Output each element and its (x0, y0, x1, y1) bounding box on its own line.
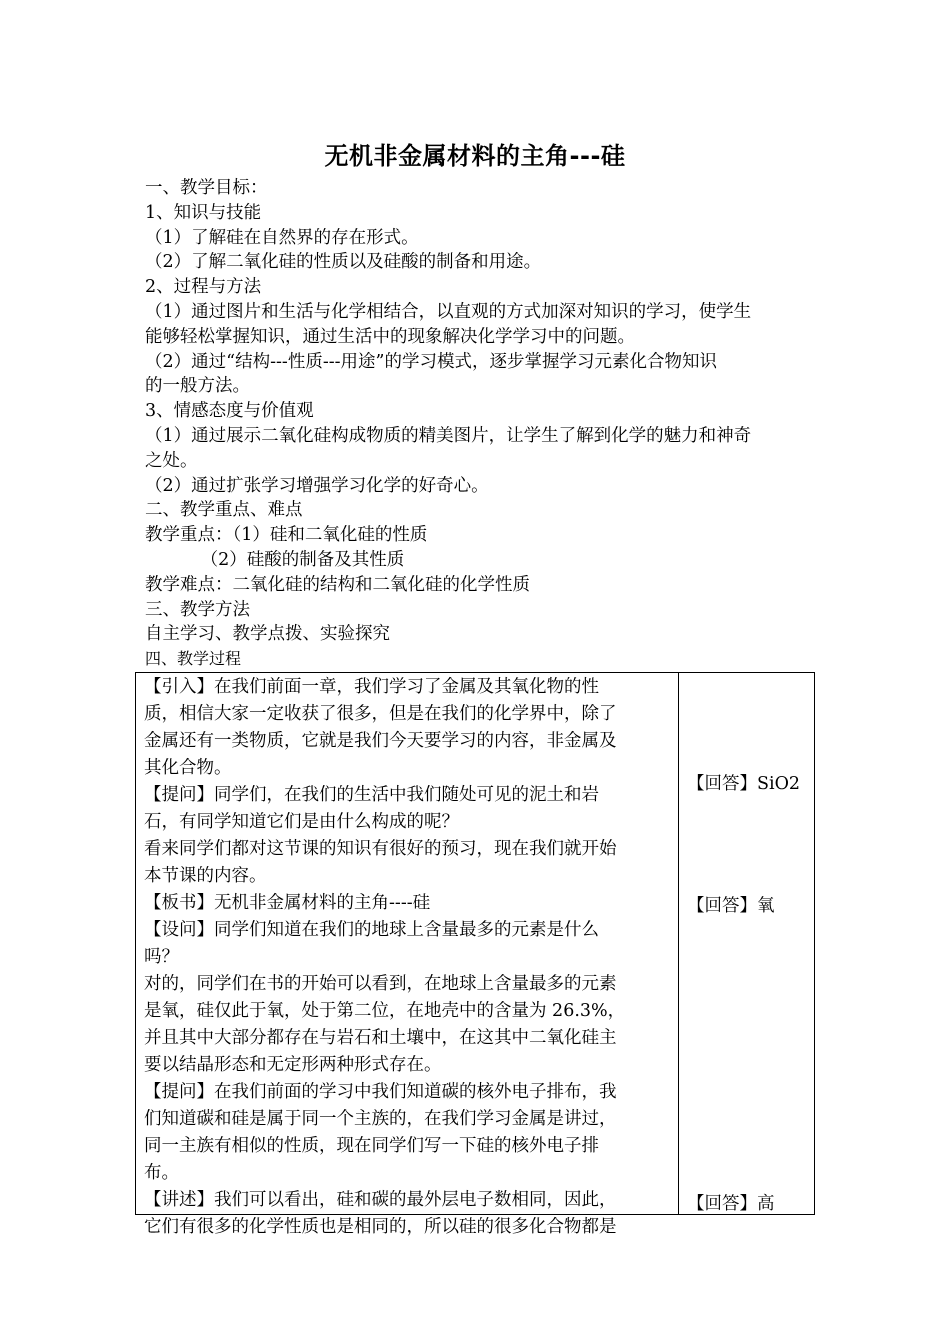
table-line: 质，相信大家一定收获了很多，但是在我们的化学界中，除了 (144, 704, 617, 724)
student-activity-column (679, 673, 814, 1214)
body-text (145, 176, 810, 672)
table-line: 【讲述】我们可以看出，硅和碳的最外层电子数相同，因此， (144, 1190, 617, 1210)
teacher-activity-column (136, 673, 679, 1237)
document-title: 无机非金属材料的主角---硅 (324, 142, 626, 170)
table-line: 本节课的内容。 (144, 866, 267, 886)
table-line: 石，有同学知道它们是由什么构成的呢？ (144, 812, 459, 832)
paragraph-line: （1）通过图片和生活与化学相结合，以直观的方式加深对知识的学习，使学生 (145, 301, 752, 322)
table-line: 【引入】在我们前面一章，我们学习了金属及其氧化物的性 (144, 677, 599, 697)
table-line: 它们有很多的化学性质也是相同的，所以硅的很多化合物都是 (144, 1217, 617, 1237)
paragraph-line: 教学重点：（1）硅和二氧化硅的性质 (145, 525, 428, 546)
paragraph-line: （1）了解硅在自然界的存在形式。 (145, 227, 419, 248)
paragraph-line: （2）了解二氧化硅的性质以及硅酸的制备和用途。 (145, 252, 542, 273)
paragraph-line: （2）通过“结构---性质---用途”的学习模式，逐步掌握学习元素化合物知识 (145, 351, 718, 372)
subsection-heading: 1、知识与技能 (145, 202, 262, 223)
paragraph-line: （2）通过扩张学习增强学习化学的好奇心。 (145, 475, 489, 496)
table-line: 【提问】同学们，在我们的生活中我们随处可见的泥土和岩 (144, 785, 599, 805)
table-line: 并且其中大部分都存在与岩石和土壤中，在这其中二氧化硅主 (144, 1028, 617, 1048)
table-line: 金属还有一类物质，它就是我们今天要学习的内容，非金属及 (144, 731, 617, 751)
section-heading: 三、教学方法 (145, 599, 250, 620)
paragraph-line: 之处。 (145, 450, 198, 471)
paragraph-line: （1）通过展示二氧化硅构成物质的精美图片，让学生了解到化学的魅力和神奇 (145, 425, 752, 446)
paragraph-line: 能够轻松掌握知识，通过生活中的现象解决化学学习中的问题。 (145, 326, 635, 347)
table-line: 其化合物。 (144, 758, 232, 778)
table-line: 吗？ (144, 947, 179, 967)
student-answer: 【回答】氧 (687, 896, 775, 916)
paragraph-line: 的一般方法。 (145, 376, 250, 397)
teaching-process-table (135, 672, 815, 1237)
table-line: 看来同学们都对这节课的知识有很好的预习，现在我们就开始 (144, 839, 617, 859)
table-line: 【设问】同学们知道在我们的地球上含量最多的元素是什么 (144, 920, 599, 940)
subsection-heading: 2、过程与方法 (145, 277, 262, 298)
section-heading: 四、教学过程 (145, 649, 242, 669)
subsection-heading: 3、情感态度与价值观 (145, 401, 314, 422)
paragraph-line: 教学难点：二氧化硅的结构和二氧化硅的化学性质 (145, 574, 530, 595)
table-line: 【板书】无机非金属材料的主角----硅 (144, 893, 431, 913)
table-line: 同一主族有相似的性质，现在同学们写一下硅的核外电子排 (144, 1136, 599, 1156)
table-line: 们知道碳和硅是属于同一个主族的，在我们学习金属是讲过， (144, 1109, 617, 1129)
section-heading: 二、教学重点、难点 (145, 500, 303, 521)
table-line: 对的，同学们在书的开始可以看到，在地球上含量最多的元素 (144, 974, 617, 994)
table-line: 【提问】在我们前面的学习中我们知道碳的核外电子排布，我 (144, 1082, 617, 1102)
paragraph-line: 自主学习、教学点拨、实验探究 (145, 624, 390, 645)
student-answer: 【回答】SiO2 (687, 774, 801, 794)
student-answer: 【回答】高 (687, 1194, 775, 1214)
table-line: 布。 (144, 1163, 179, 1183)
table-line: 要以结晶形态和无定形两种形式存在。 (144, 1055, 442, 1075)
paragraph-line: （2）硅酸的制备及其性质 (145, 549, 405, 570)
section-heading: 一、教学目标： (145, 178, 268, 198)
table-line: 是氧，硅仅此于氧，处于第二位，在地壳中的含量为 26.3%， (144, 1001, 626, 1021)
